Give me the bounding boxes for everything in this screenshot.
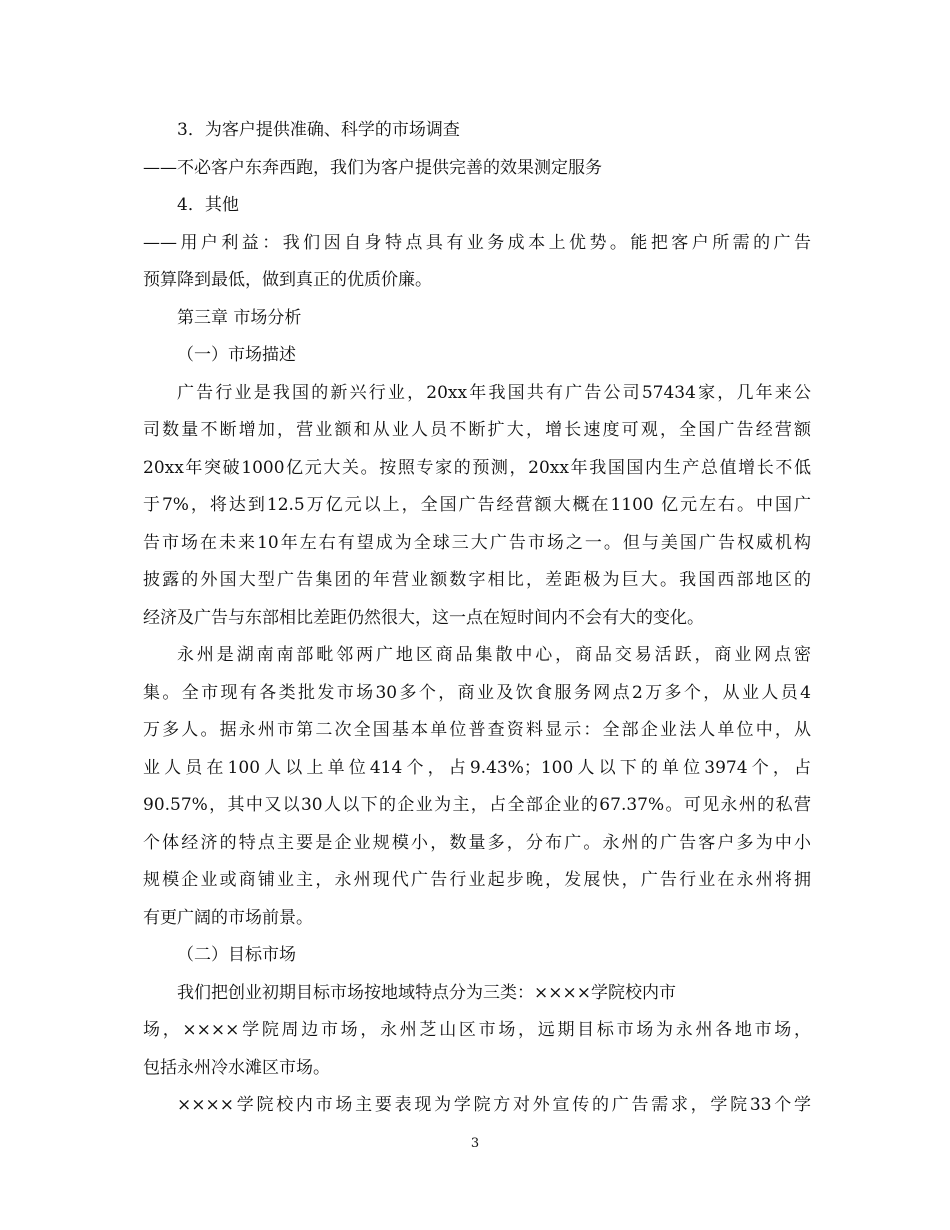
- chapter-heading: 第三章 市场分析: [177, 307, 302, 328]
- paragraph-line: 3．为客户提供准确、科学的市场调查: [177, 120, 460, 140]
- paragraph-line: 个体经济的特点主要是企业规模小，数量多，分布广。永州的广告客户多为中小: [143, 832, 811, 853]
- paragraph-line: 预算降到最低，做到真正的优质价廉。: [143, 270, 432, 290]
- paragraph-line: 告市场在未来10年左右有望成为全球三大广告市场之一。但与美国广告权威机构: [143, 532, 811, 553]
- paragraph-line: ——不必客户东奔西跑，我们为客户提供完善的效果测定服务: [143, 157, 602, 178]
- paragraph-line: 永州是湖南南部毗邻两广地区商品集散中心，商品交易活跃，商业网点密: [177, 645, 811, 665]
- paragraph-line: 4．其他: [177, 195, 239, 215]
- paragraph-line: 20xx年突破1000亿元大关。按照专家的预测，20xx年我国国内生产总值增长不低: [143, 457, 811, 478]
- section-heading: （一）市场描述: [177, 345, 296, 365]
- paragraph-line: 经济及广告与东部相比差距仍然很大，这一点在短时间内不会有大的变化。: [143, 607, 704, 628]
- paragraph-line: 我们把创业初期目标市场按地域特点分为三类：××××学院校内市: [177, 982, 676, 1003]
- paragraph-line: 司数量不断增加，营业额和从业人员不断扩大，增长速度可观，全国广告经营额: [143, 420, 811, 440]
- paragraph-line: ××××学院校内市场主要表现为学院方对外宣传的广告需求，学院33个学: [177, 1095, 811, 1115]
- body-text: [143, 112, 811, 1125]
- paragraph-line: 广告行业是我国的新兴行业，20xx年我国共有广告公司57434家，几年来公: [177, 382, 811, 403]
- paragraph-line: 规模企业或商铺业主，永州现代广告行业起步晚，发展快，广告行业在永州将拥: [143, 870, 811, 890]
- paragraph-line: 万多人。据永州市第二次全国基本单位普查资料显示：全部企业法人单位中，从: [143, 720, 811, 740]
- paragraph-line: ——用户利益：我们因自身特点具有业务成本上优势。能把客户所需的广告: [143, 232, 811, 253]
- section-heading: （二）目标市场: [177, 945, 296, 965]
- page-number: 3: [470, 1136, 480, 1151]
- paragraph-line: 于7%，将达到12.5万亿元以上，全国广告经营额大概在1100 亿元左右。中国广: [143, 495, 811, 515]
- paragraph-line: 场，××××学院周边市场，永州芝山区市场，远期目标市场为永州各地市场，: [143, 1020, 811, 1040]
- paragraph-line: 集。全市现有各类批发市场30多个，商业及饮食服务网点2万多个，从业人员4: [143, 682, 811, 703]
- paragraph-line: 业人员在100人以上单位414个，占9.43%；100人以下的单位3974个，占: [143, 757, 811, 778]
- paragraph-line: 90.57%，其中又以30人以下的企业为主，占全部企业的67.37%。可见永州的私营: [143, 795, 811, 815]
- paragraph-line: 有更广阔的市场前景。: [143, 907, 313, 928]
- paragraph-line: 包括永州冷水滩区市场。: [143, 1057, 330, 1078]
- paragraph-line: 披露的外国大型广告集团的年营业额数字相比，差距极为巨大。我国西部地区的: [143, 570, 811, 590]
